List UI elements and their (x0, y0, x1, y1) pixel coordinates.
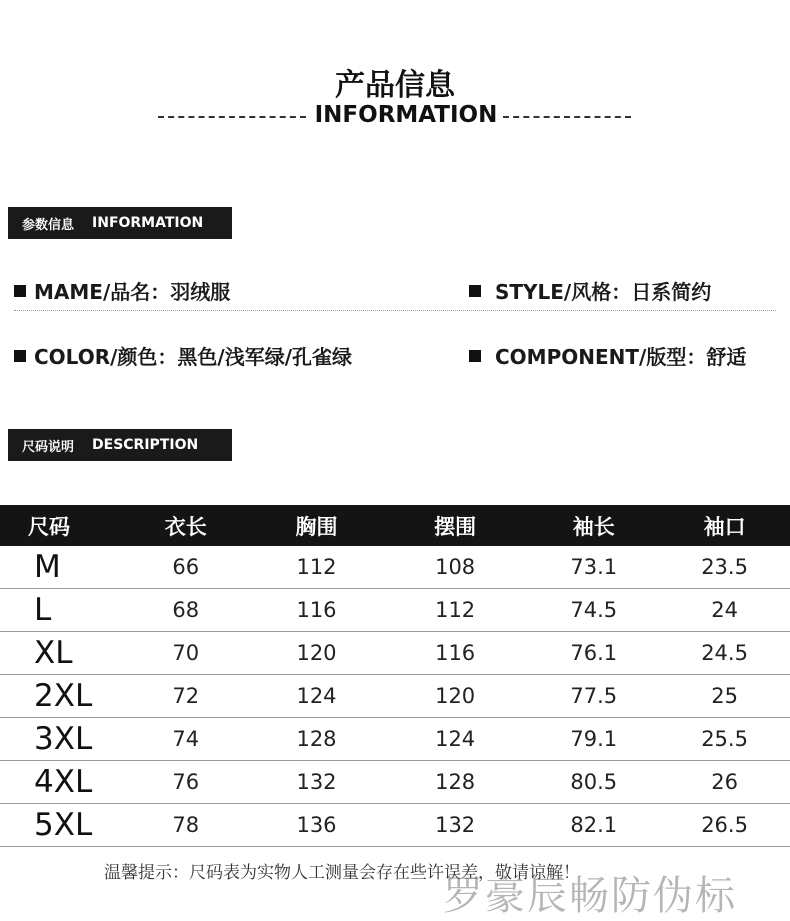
table-cell: 24.5 (659, 632, 790, 675)
table-cell: 128 (251, 718, 382, 761)
table-cell: 73.1 (528, 546, 659, 589)
column-header-hem: 摆围 (382, 505, 528, 546)
table-cell: 128 (382, 761, 528, 804)
table-row (0, 804, 790, 847)
table-cell: 116 (382, 632, 528, 675)
table-cell: 132 (382, 804, 528, 847)
page-title: 产品信息 (335, 68, 455, 103)
column-header-chest: 胸围 (251, 505, 382, 546)
page-subtitle: INFORMATION (314, 102, 498, 128)
table-row (0, 546, 790, 589)
square-bullet-icon (469, 350, 481, 362)
size-cell: 4XL (0, 761, 120, 804)
size-cell: 2XL (0, 675, 120, 718)
size-cell: 5XL (0, 804, 120, 847)
size-cell: XL (0, 632, 120, 675)
table-cell: 74.5 (528, 589, 659, 632)
table-cell: 132 (251, 761, 382, 804)
table-cell: 80.5 (528, 761, 659, 804)
param-item-style (469, 276, 711, 305)
dashed-divider-right (503, 116, 631, 118)
param-label: MAME/品名：羽绒服 (34, 280, 231, 304)
params-tag-cn: 参数信息 (22, 217, 75, 233)
table-cell: 136 (251, 804, 382, 847)
table-row (0, 761, 790, 804)
size-section-tag (8, 429, 232, 461)
table-cell: 26.5 (659, 804, 790, 847)
table-cell: 25 (659, 675, 790, 718)
param-item-name (14, 276, 230, 305)
table-cell: 108 (382, 546, 528, 589)
table-cell: 66 (120, 546, 251, 589)
params-tag-en: INFORMATION (92, 215, 204, 231)
table-cell: 76 (120, 761, 251, 804)
table-row (0, 589, 790, 632)
params-section-tag (8, 207, 232, 239)
param-row (14, 276, 776, 311)
table-cell: 120 (251, 632, 382, 675)
table-cell: 82.1 (528, 804, 659, 847)
subtitle-row (0, 102, 790, 132)
table-cell: 68 (120, 589, 251, 632)
size-tag-en: DESCRIPTION (92, 437, 199, 453)
table-cell: 72 (120, 675, 251, 718)
table-cell: 74 (120, 718, 251, 761)
anti-counterfeit-watermark: 罗豪辰畅防伪标 (443, 873, 737, 919)
table-cell: 70 (120, 632, 251, 675)
table-cell: 124 (382, 718, 528, 761)
table-row (0, 632, 790, 675)
table-cell: 26 (659, 761, 790, 804)
table-cell: 76.1 (528, 632, 659, 675)
table-cell: 24 (659, 589, 790, 632)
table-cell: 112 (382, 589, 528, 632)
size-footnote: 温馨提示：尺码表为实物人工测量会存在些许误差，敬请谅解！ (104, 863, 580, 883)
square-bullet-icon (14, 285, 26, 297)
table-cell: 77.5 (528, 675, 659, 718)
table-cell: 79.1 (528, 718, 659, 761)
column-header-cuff: 袖口 (659, 505, 790, 546)
column-header-length: 衣长 (120, 505, 251, 546)
table-cell: 23.5 (659, 546, 790, 589)
size-tag-cn: 尺码说明 (22, 439, 75, 455)
param-label: COMPONENT/版型：舒适 (495, 345, 747, 369)
square-bullet-icon (469, 285, 481, 297)
param-label: STYLE/风格：日系简约 (495, 280, 712, 304)
table-cell: 78 (120, 804, 251, 847)
param-item-color (14, 341, 352, 370)
table-cell: 116 (251, 589, 382, 632)
size-cell: M (0, 546, 120, 589)
table-cell: 120 (382, 675, 528, 718)
param-item-component (469, 341, 746, 370)
size-cell: L (0, 589, 120, 632)
column-header-sleeve-length: 袖长 (528, 505, 659, 546)
param-label: COLOR/颜色：黑色/浅军绿/孔雀绿 (34, 345, 353, 369)
table-row (0, 718, 790, 761)
column-header-size: 尺码 (0, 505, 120, 546)
table-row (0, 675, 790, 718)
square-bullet-icon (14, 350, 26, 362)
table-cell: 112 (251, 546, 382, 589)
table-cell: 124 (251, 675, 382, 718)
size-cell: 3XL (0, 718, 120, 761)
param-row (14, 341, 776, 375)
table-header-row (0, 505, 790, 546)
size-table (0, 505, 790, 847)
table-cell: 25.5 (659, 718, 790, 761)
dashed-divider-left (158, 116, 306, 118)
